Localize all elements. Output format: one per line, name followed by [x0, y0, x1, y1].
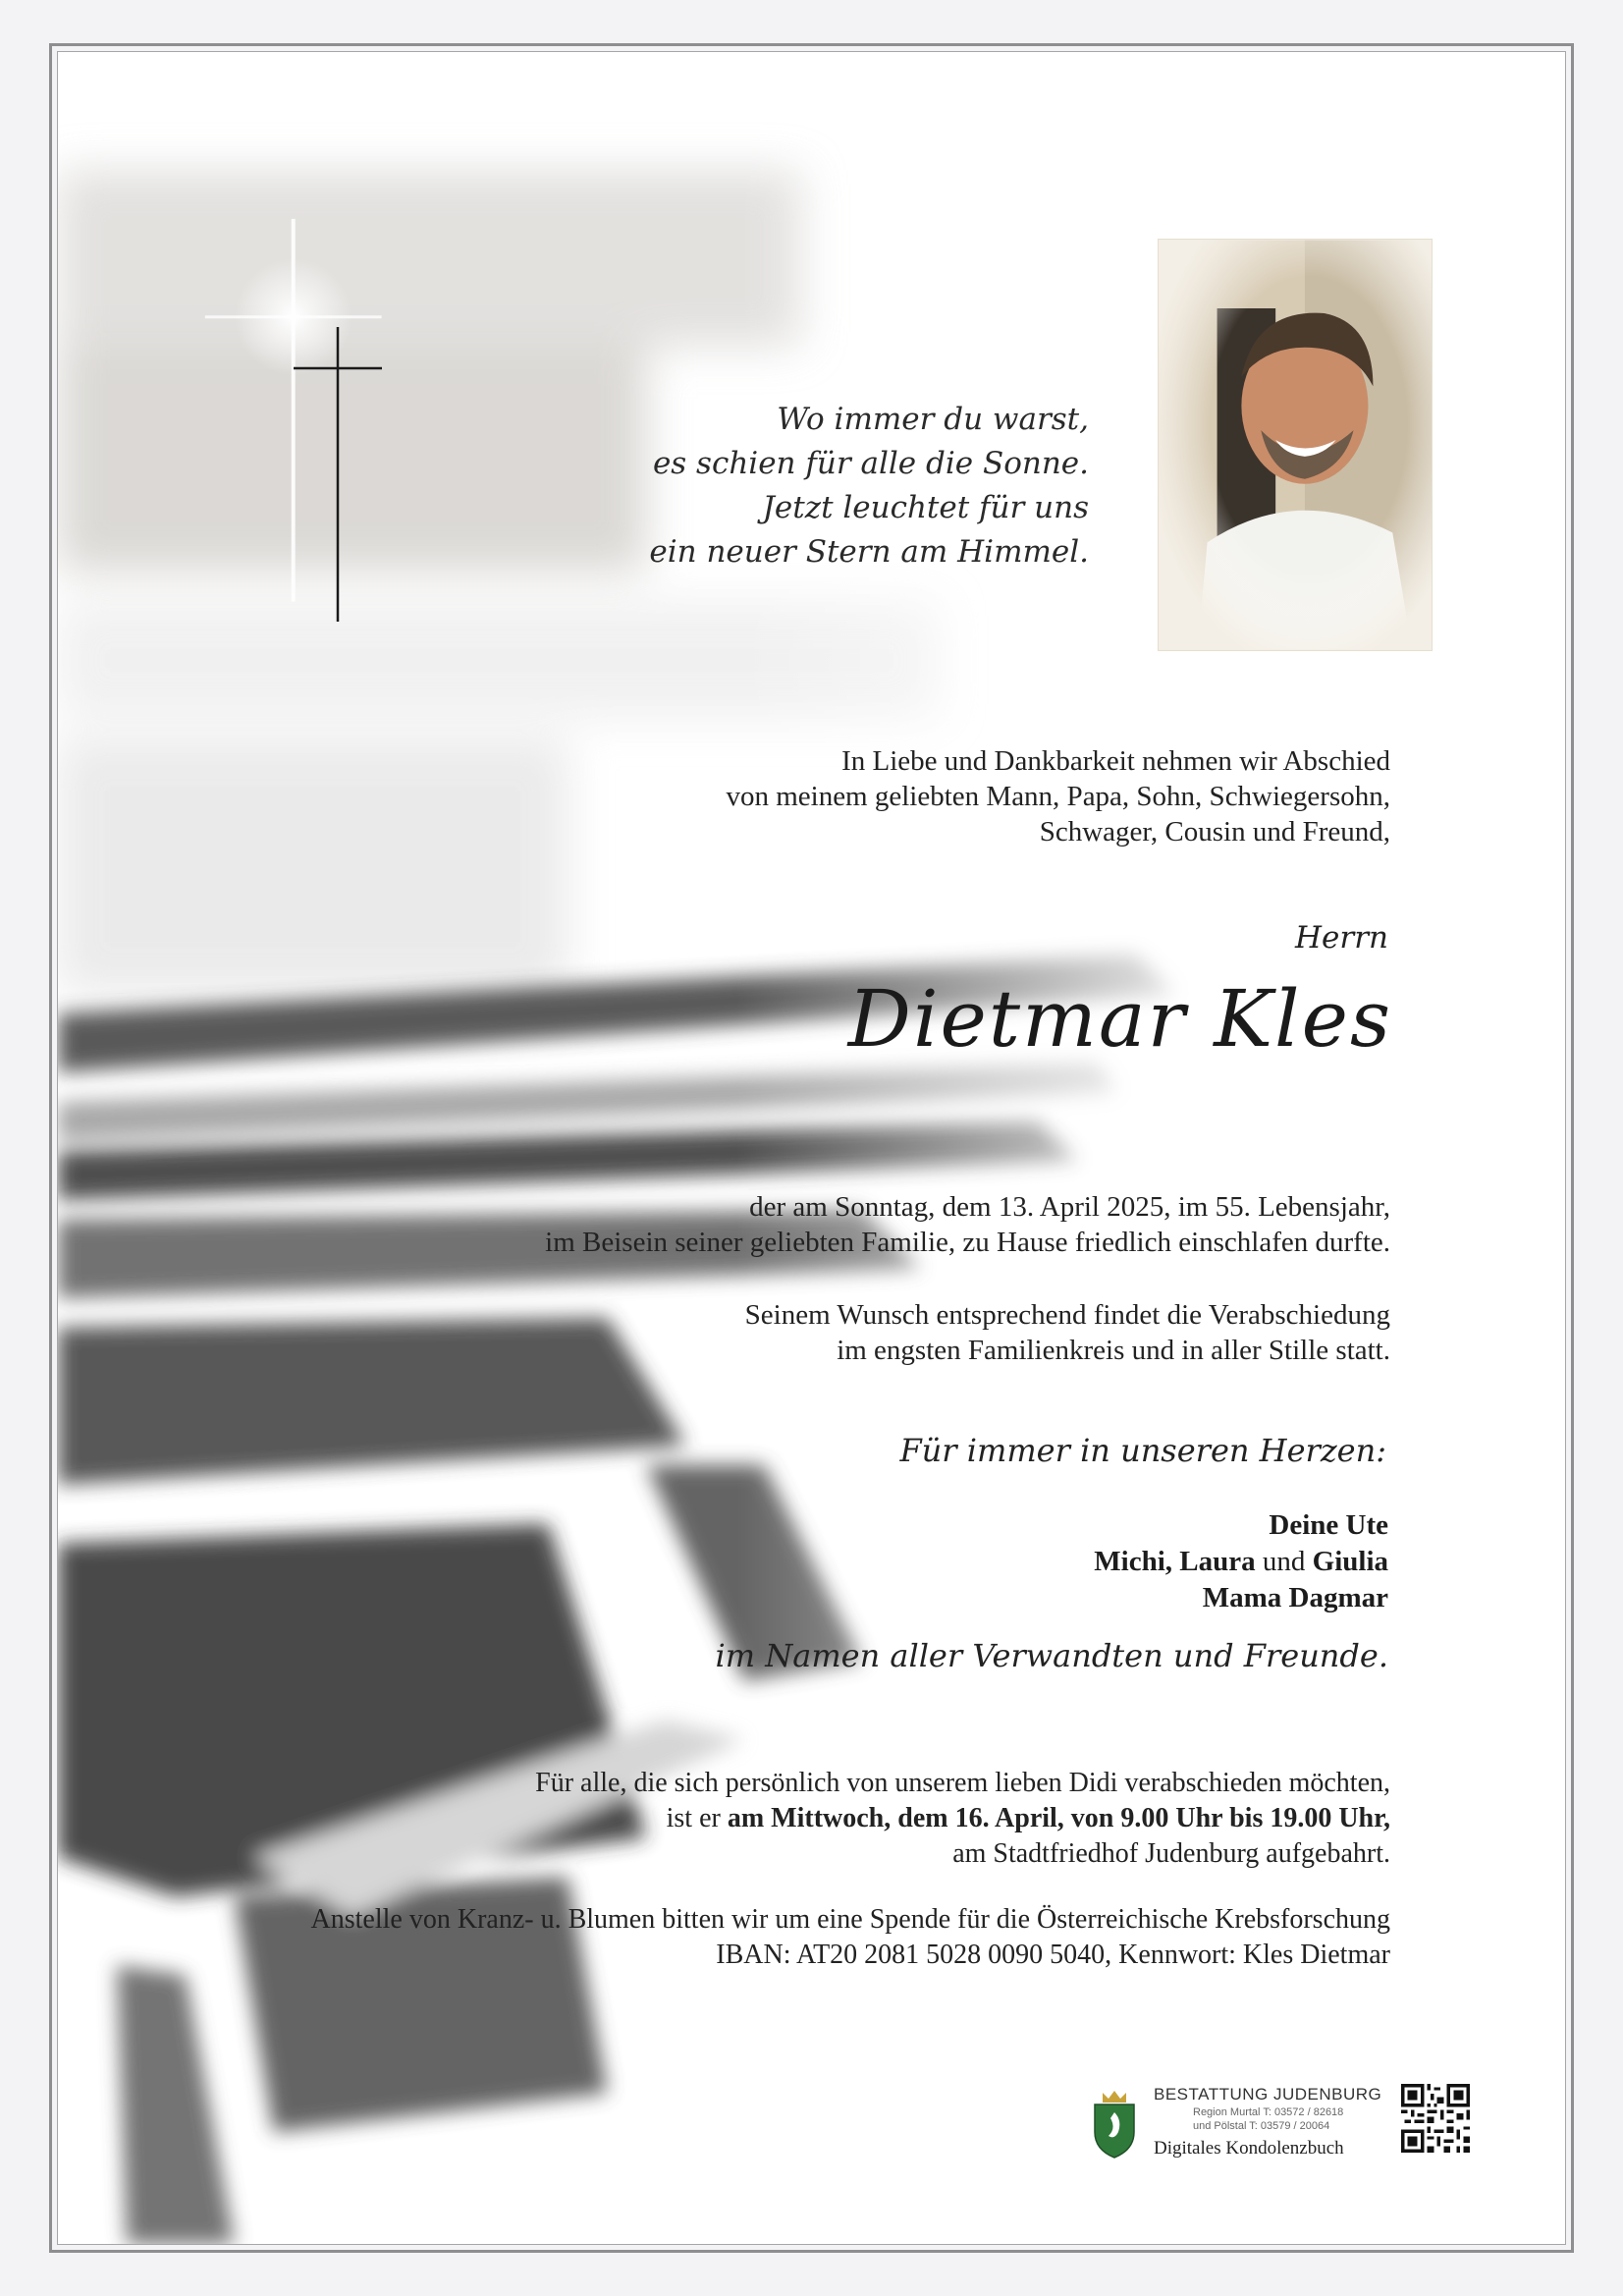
viewing-line	[535, 1801, 1390, 1836]
portrait-photo	[1158, 239, 1433, 651]
viewing-info	[535, 1766, 1390, 1872]
family-signatures	[1094, 1507, 1388, 1616]
death-notice-line: der am Sonntag, dem 13. April 2025, im 55. Lebensjahr,	[749, 1191, 1390, 1223]
memorial-verse	[470, 398, 1089, 574]
family-conjunction: und	[1255, 1546, 1313, 1577]
farewell-paragraph	[745, 1297, 1390, 1368]
family-line	[1094, 1544, 1388, 1580]
intro-line: Schwager, Cousin und Freund,	[1039, 816, 1390, 847]
donation-line: Anstelle von Kranz- u. Blumen bitten wir um eine Spende für die Österreichische Krebsforschung	[310, 1904, 1390, 1935]
verse-line: ein neuer Stern am Himmel.	[649, 534, 1089, 570]
death-notice-line: im Beisein seiner geliebten Familie, zu Hause friedlich einschlafen durfte.	[545, 1227, 1390, 1258]
family-line: Deine Ute	[1269, 1509, 1388, 1541]
donation-info	[311, 1902, 1390, 1973]
heart-line: Für immer in unseren Herzen:	[899, 1432, 1386, 1469]
funeral-home-name: BESTATTUNG JUDENBURG	[1154, 2085, 1382, 2104]
obituary-card	[57, 51, 1566, 2245]
verse-line: Jetzt leuchtet für uns	[762, 490, 1089, 525]
deceased-name: Dietmar Kles	[847, 973, 1392, 1065]
viewing-line: Für alle, die sich persönlich von unserem lieben Didi verabschieden möchten,	[535, 1768, 1390, 1798]
farewell-line: Seinem Wunsch entsprechend findet die Verabschiedung	[744, 1299, 1390, 1331]
coat-of-arms-icon	[1089, 2089, 1140, 2159]
phone-poelstal: und Pölstal T: 03579 / 20064	[1193, 2120, 1330, 2132]
family-names: Michi, Laura	[1094, 1546, 1256, 1577]
farewell-line: im engsten Familienkreis und in aller Stille statt.	[837, 1335, 1390, 1366]
viewing-line: am Stadtfriedhof Judenburg aufgebahrt.	[952, 1838, 1390, 1869]
intro-line: von meinem geliebten Mann, Papa, Sohn, Schwiegersohn,	[726, 781, 1390, 812]
funeral-home-footer	[1089, 2077, 1482, 2195]
phone-murtal: Region Murtal T: 03572 / 82618	[1193, 2106, 1344, 2118]
condolence-book-link[interactable]: Digitales Kondolenzbuch	[1154, 2138, 1344, 2159]
iban-line: IBAN: AT20 2081 5028 0090 5040, Kennwort: Kles Dietmar	[716, 1940, 1390, 1970]
qr-code-icon[interactable]	[1401, 2083, 1470, 2154]
intro-line: In Liebe und Dankbarkeit nehmen wir Abschied	[841, 745, 1390, 777]
salutation: Herrn	[1295, 920, 1388, 956]
intro-paragraph	[726, 743, 1390, 849]
verse-line: Wo immer du warst,	[777, 402, 1089, 437]
viewing-text: ist er	[666, 1803, 728, 1833]
verse-line: es schien für alle die Sonne.	[652, 446, 1089, 481]
viewing-date: am Mittwoch, dem 16. April, von 9.00 Uhr bis 19.00 Uhr,	[727, 1803, 1390, 1833]
relatives-line: im Namen aller Verwandten und Freunde.	[715, 1637, 1388, 1674]
death-notice	[545, 1189, 1390, 1260]
family-names: Giulia	[1312, 1546, 1388, 1577]
cross-icon	[294, 327, 382, 622]
family-line: Mama Dagmar	[1202, 1582, 1388, 1613]
